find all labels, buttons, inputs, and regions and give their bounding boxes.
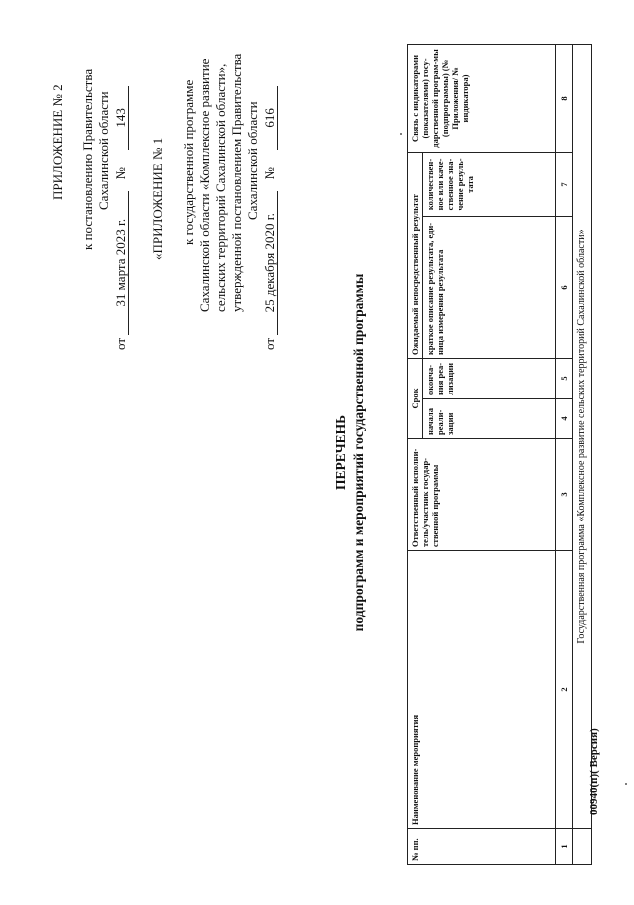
header-executor: Ответственный исполни-тель/участник государ-ственной программы	[408, 439, 556, 551]
sub-appendix-line4: утвержденной постановлением Правительства	[229, 53, 244, 312]
appendix-from-label: от	[113, 337, 128, 350]
col-number-7: 7	[556, 152, 573, 216]
header-name: Наименование мероприятия	[408, 551, 556, 829]
program-row-title: Государственная программа «Комплексное развитие сельских территорий Сахалинской области»	[573, 44, 592, 828]
header-end: оконча-ния реа-лизации	[423, 358, 556, 398]
column-number-row	[556, 44, 573, 864]
sub-appendix-line1: к государственной программе	[181, 79, 196, 245]
col-number-3: 3	[556, 439, 573, 551]
program-row-num-cell	[573, 829, 592, 865]
header-brief: краткое описание результата, еди-ница измерения результата	[423, 216, 556, 358]
sub-appendix-date: 25 декабря 2020 г.	[262, 191, 278, 335]
appendix-line2: Сахалинской области	[96, 91, 111, 210]
sub-appendix-date-line	[262, 86, 278, 350]
scan-speck	[400, 133, 402, 135]
header-start: начала реали-зации	[423, 399, 556, 439]
sub-appendix-title: «ПРИЛОЖЕНИЕ № 1	[150, 137, 165, 260]
header-indicator-link: Связь с индикаторами (показателями) госу-дарственной програм-мы (подпрограммы) (№ Приложения/ № индикатора)	[408, 44, 556, 152]
header-num: № пп.	[408, 829, 556, 865]
header-term: Срок	[408, 358, 423, 438]
sub-appendix-line3: сельских территорий Сахалинской области»,	[213, 63, 228, 312]
col-number-6: 6	[556, 216, 573, 358]
table-header-row	[408, 44, 423, 864]
col-number-8: 8	[556, 44, 573, 152]
appendix-line1: к постановлению Правительства	[80, 68, 95, 250]
measures-table	[407, 44, 592, 865]
col-number-1: 1	[556, 829, 573, 865]
sub-appendix-number-label: №	[262, 167, 277, 180]
appendix-number: 143	[113, 86, 129, 150]
header-quantity: количествен-ное или каче-ственное зна-чение резуль-тата	[423, 152, 556, 216]
sub-appendix-number: 616	[262, 86, 278, 150]
page-title: ПЕРЕЧЕНЬ	[333, 414, 348, 491]
scan-speck	[625, 783, 627, 785]
sub-appendix-line5: Сахалинской области	[245, 101, 260, 220]
appendix-date-line	[113, 86, 129, 350]
appendix-title: ПРИЛОЖЕНИЕ № 2	[50, 84, 65, 200]
col-number-4: 4	[556, 399, 573, 439]
header-result: Ожидаемый непосредственный результат	[408, 152, 423, 358]
appendix-date: 31 марта 2023 г.	[113, 191, 129, 335]
appendix-number-label: №	[113, 167, 128, 180]
sub-appendix-from-label: от	[262, 337, 277, 350]
document-stamp: 00940(п)( Версия)	[588, 728, 600, 815]
page-subtitle: подпрограмм и мероприятий государственной программы	[351, 273, 366, 632]
sub-appendix-line2: Сахалинской области «Комплексное развитие	[197, 58, 212, 312]
col-number-5: 5	[556, 358, 573, 398]
col-number-2: 2	[556, 551, 573, 829]
